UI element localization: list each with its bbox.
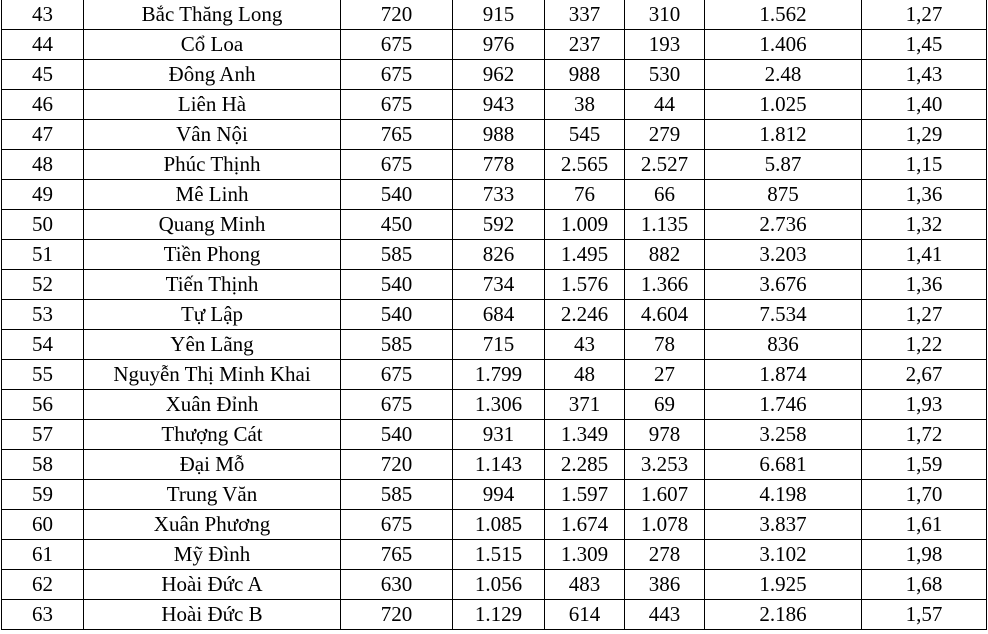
- table-row: [2, 90, 987, 120]
- choice-3-count-cell: 78: [625, 330, 705, 360]
- choice-3-count-cell: 27: [625, 360, 705, 390]
- table-row: [2, 60, 987, 90]
- table-body: [2, 0, 987, 630]
- school-name-cell: Quang Minh: [84, 210, 341, 240]
- target-count-cell: 540: [341, 420, 453, 450]
- choice-2-count-cell: 2.246: [545, 300, 625, 330]
- total-count-cell: 1.812: [705, 120, 862, 150]
- row-number-cell: 60: [2, 510, 84, 540]
- choice-2-count-cell: 2.285: [545, 450, 625, 480]
- school-name-cell: Bắc Thăng Long: [84, 0, 341, 30]
- row-number-cell: 62: [2, 570, 84, 600]
- school-name-cell: Hoài Đức B: [84, 600, 341, 630]
- row-number-cell: 51: [2, 240, 84, 270]
- row-number-cell: 46: [2, 90, 84, 120]
- ratio-cell: 1,43: [862, 60, 987, 90]
- choice-2-count-cell: 614: [545, 600, 625, 630]
- school-name-cell: Trung Văn: [84, 480, 341, 510]
- choice-1-count-cell: 976: [453, 30, 545, 60]
- ratio-cell: 1,15: [862, 150, 987, 180]
- total-count-cell: 2.186: [705, 600, 862, 630]
- choice-3-count-cell: 3.253: [625, 450, 705, 480]
- choice-3-count-cell: 443: [625, 600, 705, 630]
- choice-2-count-cell: 38: [545, 90, 625, 120]
- table-row: [2, 0, 987, 30]
- table-row: [2, 330, 987, 360]
- ratio-cell: 2,67: [862, 360, 987, 390]
- table-row: [2, 300, 987, 330]
- row-number-cell: 55: [2, 360, 84, 390]
- target-count-cell: 585: [341, 480, 453, 510]
- target-count-cell: 765: [341, 540, 453, 570]
- choice-3-count-cell: 1.366: [625, 270, 705, 300]
- choice-1-count-cell: 943: [453, 90, 545, 120]
- ratio-cell: 1,61: [862, 510, 987, 540]
- target-count-cell: 675: [341, 90, 453, 120]
- row-number-cell: 50: [2, 210, 84, 240]
- choice-2-count-cell: 1.674: [545, 510, 625, 540]
- ratio-cell: 1,98: [862, 540, 987, 570]
- choice-1-count-cell: 733: [453, 180, 545, 210]
- total-count-cell: 5.87: [705, 150, 862, 180]
- table-row: [2, 180, 987, 210]
- school-name-cell: Yên Lãng: [84, 330, 341, 360]
- ratio-cell: 1,32: [862, 210, 987, 240]
- choice-3-count-cell: 69: [625, 390, 705, 420]
- school-name-cell: Xuân Phương: [84, 510, 341, 540]
- school-name-cell: Tiền Phong: [84, 240, 341, 270]
- ratio-cell: 1,22: [862, 330, 987, 360]
- ratio-cell: 1,57: [862, 600, 987, 630]
- target-count-cell: 765: [341, 120, 453, 150]
- table-row: [2, 270, 987, 300]
- choice-1-count-cell: 778: [453, 150, 545, 180]
- table-row: [2, 420, 987, 450]
- row-number-cell: 53: [2, 300, 84, 330]
- total-count-cell: 836: [705, 330, 862, 360]
- target-count-cell: 675: [341, 30, 453, 60]
- choice-2-count-cell: 483: [545, 570, 625, 600]
- row-number-cell: 47: [2, 120, 84, 150]
- total-count-cell: 3.203: [705, 240, 862, 270]
- target-count-cell: 585: [341, 330, 453, 360]
- choice-3-count-cell: 4.604: [625, 300, 705, 330]
- target-count-cell: 720: [341, 0, 453, 30]
- choice-3-count-cell: 978: [625, 420, 705, 450]
- ratio-cell: 1,27: [862, 300, 987, 330]
- choice-3-count-cell: 44: [625, 90, 705, 120]
- target-count-cell: 450: [341, 210, 453, 240]
- target-count-cell: 675: [341, 360, 453, 390]
- choice-2-count-cell: 2.565: [545, 150, 625, 180]
- ratio-cell: 1,40: [862, 90, 987, 120]
- table-row: [2, 600, 987, 630]
- total-count-cell: 3.258: [705, 420, 862, 450]
- total-count-cell: 7.534: [705, 300, 862, 330]
- choice-2-count-cell: 76: [545, 180, 625, 210]
- choice-2-count-cell: 1.009: [545, 210, 625, 240]
- target-count-cell: 630: [341, 570, 453, 600]
- choice-2-count-cell: 1.576: [545, 270, 625, 300]
- total-count-cell: 875: [705, 180, 862, 210]
- ratio-cell: 1,29: [862, 120, 987, 150]
- school-name-cell: Đông Anh: [84, 60, 341, 90]
- choice-3-count-cell: 278: [625, 540, 705, 570]
- ratio-cell: 1,68: [862, 570, 987, 600]
- table-row: [2, 540, 987, 570]
- school-name-cell: Vân Nội: [84, 120, 341, 150]
- choice-2-count-cell: 988: [545, 60, 625, 90]
- choice-3-count-cell: 279: [625, 120, 705, 150]
- choice-1-count-cell: 1.143: [453, 450, 545, 480]
- ratio-cell: 1,36: [862, 180, 987, 210]
- ratio-cell: 1,41: [862, 240, 987, 270]
- school-name-cell: Đại Mỗ: [84, 450, 341, 480]
- choice-1-count-cell: 1.085: [453, 510, 545, 540]
- target-count-cell: 720: [341, 600, 453, 630]
- total-count-cell: 1.562: [705, 0, 862, 30]
- target-count-cell: 675: [341, 60, 453, 90]
- total-count-cell: 3.102: [705, 540, 862, 570]
- total-count-cell: 1.025: [705, 90, 862, 120]
- choice-2-count-cell: 371: [545, 390, 625, 420]
- choice-3-count-cell: 1.078: [625, 510, 705, 540]
- total-count-cell: 2.48: [705, 60, 862, 90]
- choice-1-count-cell: 592: [453, 210, 545, 240]
- target-count-cell: 540: [341, 180, 453, 210]
- choice-1-count-cell: 826: [453, 240, 545, 270]
- school-name-cell: Cổ Loa: [84, 30, 341, 60]
- ratio-cell: 1,93: [862, 390, 987, 420]
- table-row: [2, 30, 987, 60]
- table-row: [2, 210, 987, 240]
- row-number-cell: 49: [2, 180, 84, 210]
- target-count-cell: 675: [341, 150, 453, 180]
- school-name-cell: Hoài Đức A: [84, 570, 341, 600]
- target-count-cell: 540: [341, 300, 453, 330]
- total-count-cell: 1.874: [705, 360, 862, 390]
- total-count-cell: 1.406: [705, 30, 862, 60]
- school-name-cell: Xuân Đỉnh: [84, 390, 341, 420]
- table-row: [2, 390, 987, 420]
- choice-1-count-cell: 1.799: [453, 360, 545, 390]
- choice-2-count-cell: 337: [545, 0, 625, 30]
- row-number-cell: 44: [2, 30, 84, 60]
- total-count-cell: 3.837: [705, 510, 862, 540]
- table-row: [2, 150, 987, 180]
- choice-3-count-cell: 530: [625, 60, 705, 90]
- choice-3-count-cell: 882: [625, 240, 705, 270]
- choice-1-count-cell: 915: [453, 0, 545, 30]
- choice-1-count-cell: 988: [453, 120, 545, 150]
- choice-1-count-cell: 1.129: [453, 600, 545, 630]
- choice-3-count-cell: 1.607: [625, 480, 705, 510]
- choice-1-count-cell: 734: [453, 270, 545, 300]
- choice-2-count-cell: 237: [545, 30, 625, 60]
- school-name-cell: Mê Linh: [84, 180, 341, 210]
- row-number-cell: 56: [2, 390, 84, 420]
- choice-2-count-cell: 1.597: [545, 480, 625, 510]
- choice-2-count-cell: 43: [545, 330, 625, 360]
- school-name-cell: Nguyễn Thị Minh Khai: [84, 360, 341, 390]
- table-row: [2, 240, 987, 270]
- row-number-cell: 54: [2, 330, 84, 360]
- total-count-cell: 6.681: [705, 450, 862, 480]
- total-count-cell: 4.198: [705, 480, 862, 510]
- school-name-cell: Phúc Thịnh: [84, 150, 341, 180]
- choice-1-count-cell: 1.306: [453, 390, 545, 420]
- table-row: [2, 570, 987, 600]
- school-name-cell: Liên Hà: [84, 90, 341, 120]
- school-name-cell: Tự Lập: [84, 300, 341, 330]
- row-number-cell: 48: [2, 150, 84, 180]
- target-count-cell: 720: [341, 450, 453, 480]
- ratio-cell: 1,45: [862, 30, 987, 60]
- target-count-cell: 540: [341, 270, 453, 300]
- row-number-cell: 57: [2, 420, 84, 450]
- row-number-cell: 52: [2, 270, 84, 300]
- total-count-cell: 1.925: [705, 570, 862, 600]
- choice-2-count-cell: 1.495: [545, 240, 625, 270]
- row-number-cell: 43: [2, 0, 84, 30]
- ratio-cell: 1,27: [862, 0, 987, 30]
- table-row: [2, 510, 987, 540]
- table-row: [2, 480, 987, 510]
- choice-3-count-cell: 386: [625, 570, 705, 600]
- data-table: [1, 0, 987, 630]
- row-number-cell: 59: [2, 480, 84, 510]
- ratio-cell: 1,70: [862, 480, 987, 510]
- row-number-cell: 58: [2, 450, 84, 480]
- choice-2-count-cell: 1.309: [545, 540, 625, 570]
- school-name-cell: Tiến Thịnh: [84, 270, 341, 300]
- ratio-cell: 1,72: [862, 420, 987, 450]
- table-row: [2, 360, 987, 390]
- school-name-cell: Thượng Cát: [84, 420, 341, 450]
- ratio-cell: 1,36: [862, 270, 987, 300]
- total-count-cell: 3.676: [705, 270, 862, 300]
- choice-1-count-cell: 994: [453, 480, 545, 510]
- choice-1-count-cell: 715: [453, 330, 545, 360]
- choice-2-count-cell: 545: [545, 120, 625, 150]
- target-count-cell: 585: [341, 240, 453, 270]
- choice-3-count-cell: 1.135: [625, 210, 705, 240]
- choice-1-count-cell: 1.056: [453, 570, 545, 600]
- choice-3-count-cell: 193: [625, 30, 705, 60]
- total-count-cell: 1.746: [705, 390, 862, 420]
- target-count-cell: 675: [341, 510, 453, 540]
- total-count-cell: 2.736: [705, 210, 862, 240]
- choice-1-count-cell: 931: [453, 420, 545, 450]
- table-row: [2, 120, 987, 150]
- target-count-cell: 675: [341, 390, 453, 420]
- choice-1-count-cell: 1.515: [453, 540, 545, 570]
- choice-2-count-cell: 48: [545, 360, 625, 390]
- choice-1-count-cell: 684: [453, 300, 545, 330]
- school-name-cell: Mỹ Đình: [84, 540, 341, 570]
- row-number-cell: 45: [2, 60, 84, 90]
- row-number-cell: 63: [2, 600, 84, 630]
- table-row: [2, 450, 987, 480]
- choice-3-count-cell: 66: [625, 180, 705, 210]
- choice-3-count-cell: 2.527: [625, 150, 705, 180]
- ratio-cell: 1,59: [862, 450, 987, 480]
- choice-1-count-cell: 962: [453, 60, 545, 90]
- choice-2-count-cell: 1.349: [545, 420, 625, 450]
- choice-3-count-cell: 310: [625, 0, 705, 30]
- row-number-cell: 61: [2, 540, 84, 570]
